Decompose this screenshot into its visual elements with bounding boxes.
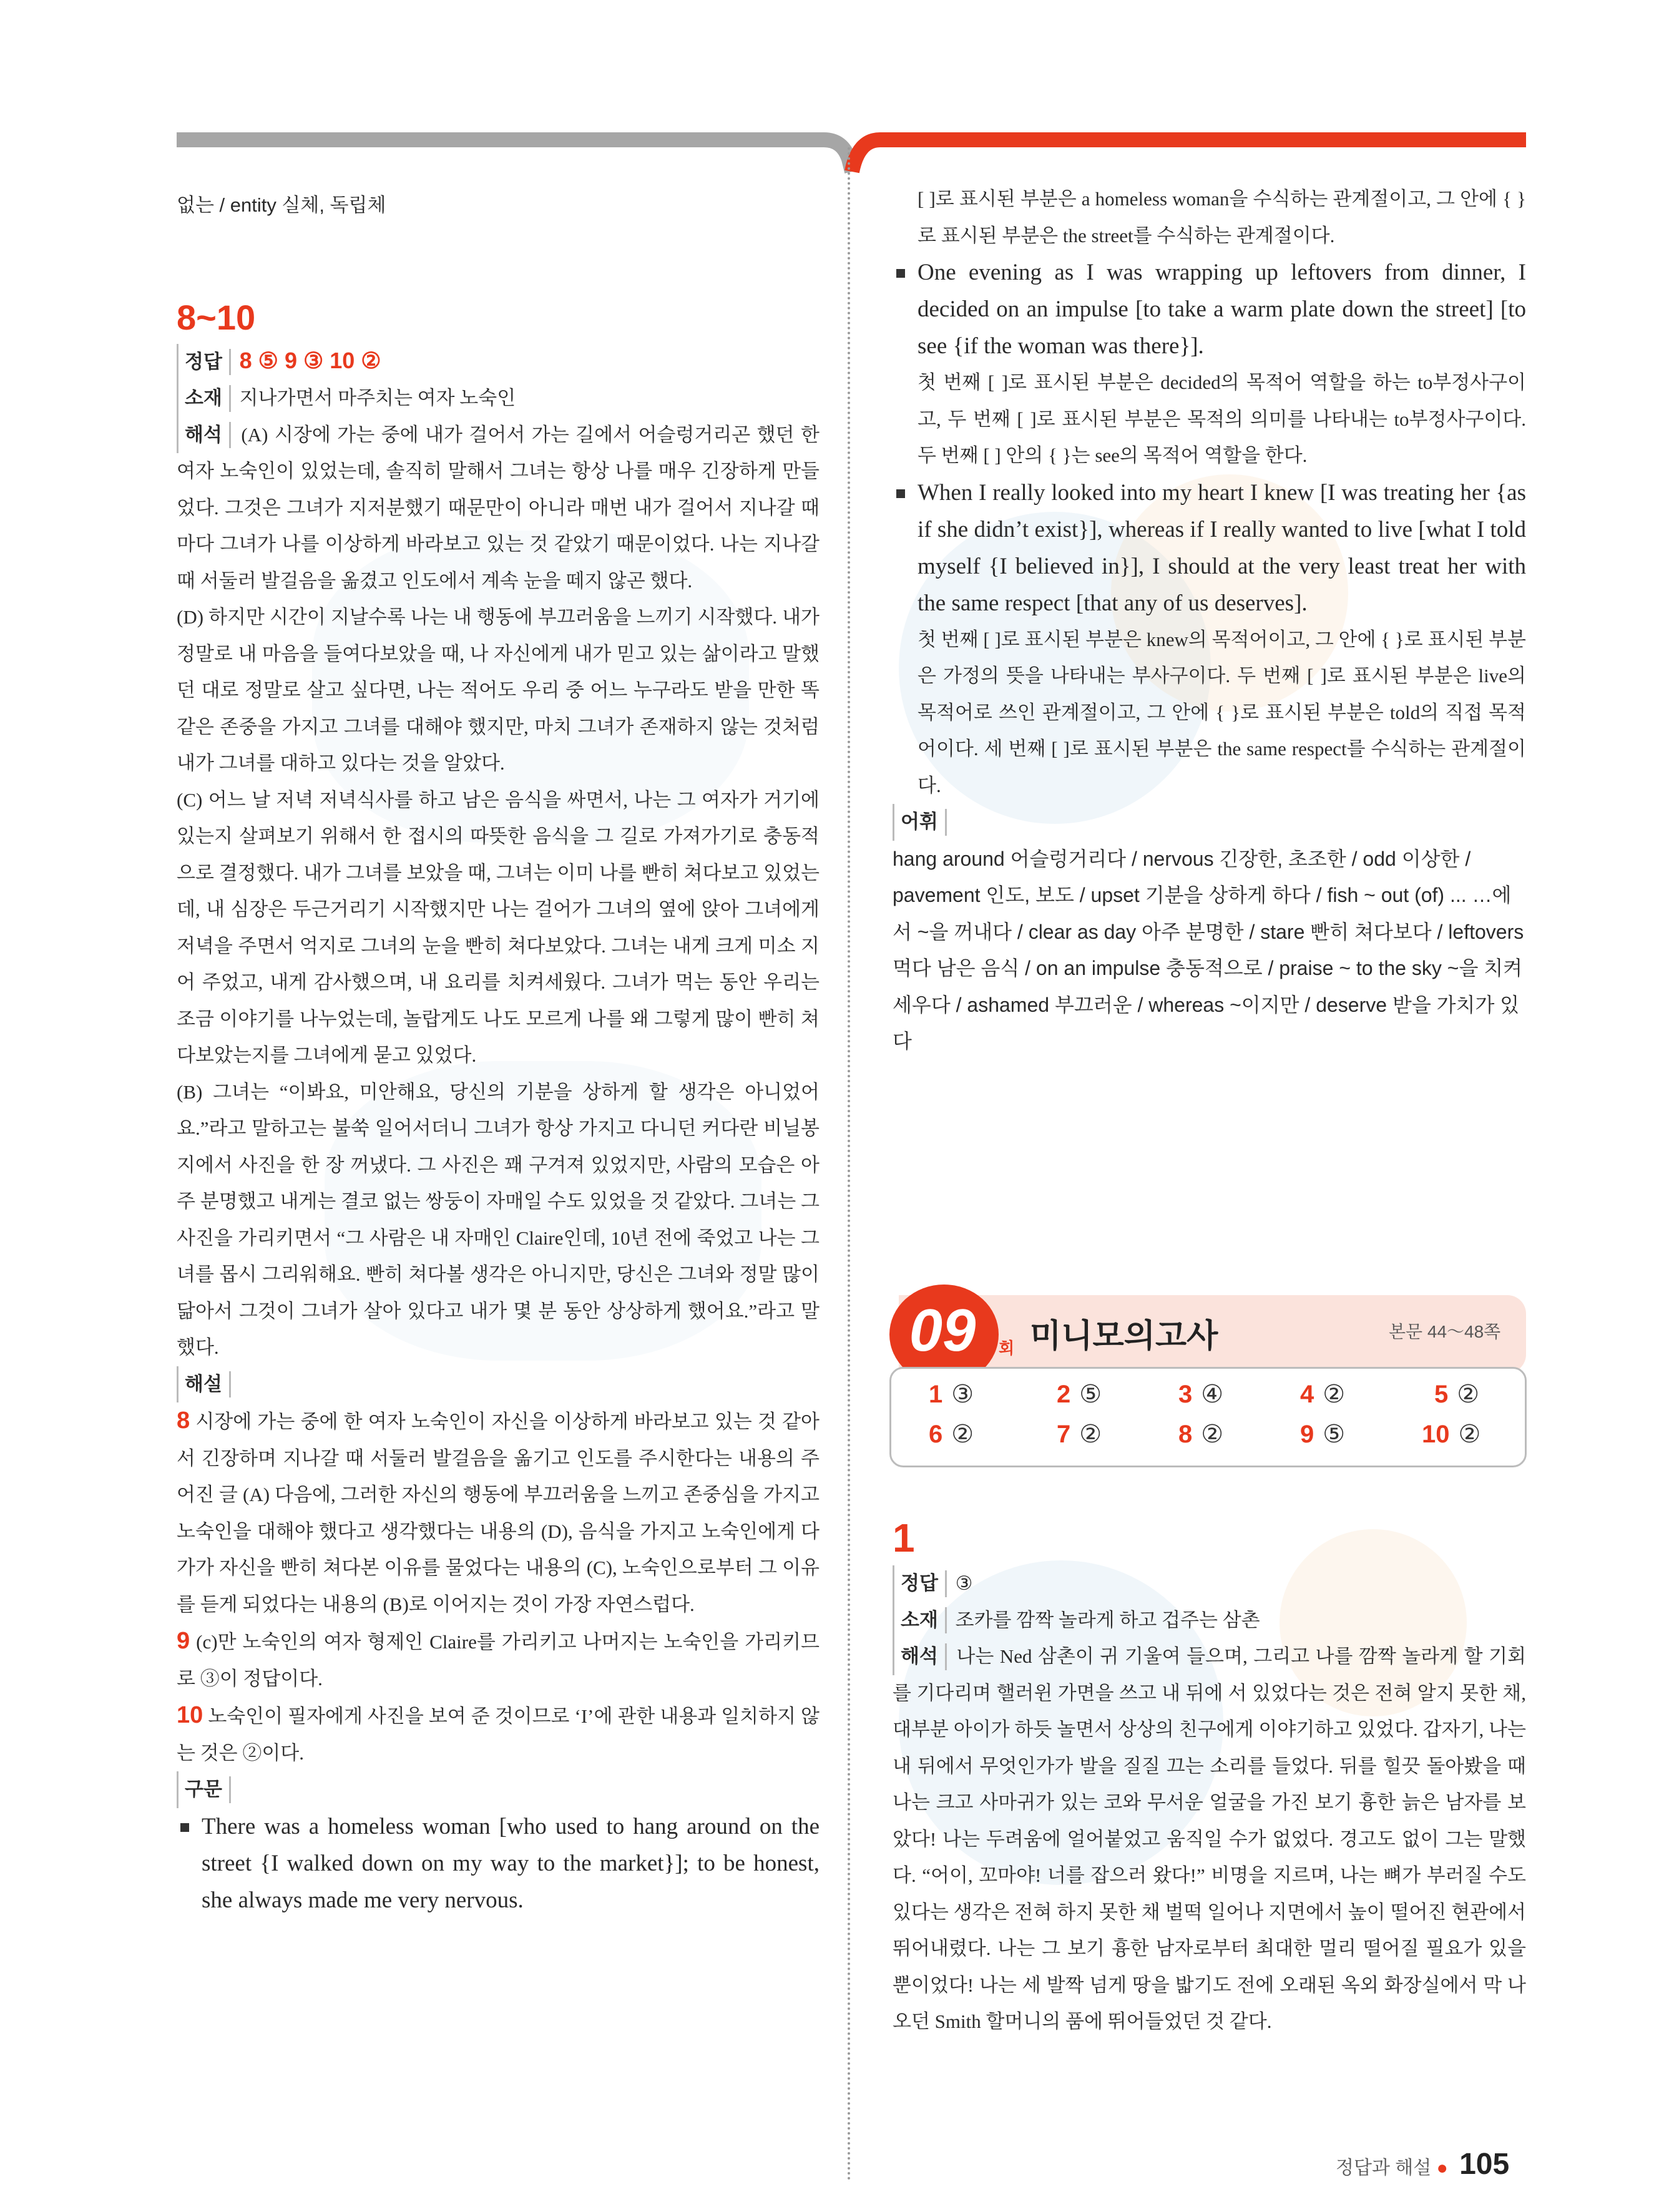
answer-box (889, 1367, 1527, 1467)
topic-line (177, 380, 820, 417)
answer-item: 6 ② (929, 1421, 974, 1448)
answer-line (177, 343, 820, 381)
mini-test-title: 미니모의고사 (1030, 1318, 1218, 1354)
vocab-tag-line (893, 804, 1526, 841)
page-number: 105 (1459, 2148, 1510, 2181)
vocab-text: hang around 어슬렁거리다 / nervous 긴장한, 초조한 / odd 이상한 / pavement 인도, 보도 / upset 기분을 상하게 하다 / fish ~ out (of) ... …에서 ~을 꺼내다 / clear as day 아주 분명한 / stare 빤히 쳐다보다 / leftovers 먹다 남은 음식 / on an impulse 충동적으로 / praise ~ to the sky ~을 치켜세우다 / ashamed 부끄러운 / whereas ~이지만 / deserve 받을 가치가 있다 (893, 847, 1524, 1052)
q1-topic-line: 소재 조카를 깜짝 놀라게 하고 겁주는 삼촌 (893, 1602, 1526, 1639)
syntax-sentence-3: When I really looked into my heart I knew [I was treating her {as if she didn’t exist}], whereas if I really wanted to live [what I told myself {I believed in}], I should at the very least treat her with the same respect [that any of us deserves]. (893, 474, 1526, 622)
page-footer: 정답과 해설 ● 105 (1336, 2148, 1510, 2181)
question-1-block (893, 1510, 1526, 2040)
question-1-number: 1 (893, 1515, 915, 1560)
translation-para-d: (D) 하지만 시간이 지날수록 나는 내 행동에 부끄러움을 느끼기 시작했다. 내가 정말로 내 마음을 들여다보았을 때, 나 자신에게 내가 믿고 있는 삶이라고 말했던 대로 정말로 살고 싶다면, 나는 적어도 우리 중 어느 누구라도 받을 만한 똑같은 존중을 가지고 그녀를 대해야 했지만, 마치 그녀가 존재하지 않는 것처럼 내가 그녀를 대하고 있다는 것을 알았다. (177, 606, 820, 774)
answer-tag: 정답 (177, 344, 231, 381)
q1-answer-line: 정답 ③ (893, 1565, 1526, 1602)
section-number: 8~10 (177, 297, 256, 337)
left-column (177, 187, 820, 1919)
vocab-tag: 어휘 (893, 804, 947, 841)
syntax-tag: 구문 (177, 1771, 231, 1808)
q1-translation: 해석 나는 Ned 삼촌이 귀 기울여 들으며, 그리고 나를 깜짝 놀라게 할 기회를 기다리며 핼러윈 가면을 쓰고 내 뒤에 서 있었다는 것은 전혀 알지 못한 채, 대부분 아이가 하듯 놀면서 상상의 친구에게 이야기하고 있었다. 갑자기, 나는 내 뒤에서 무엇인가가 발을 질질 끄는 소리를 들었다. 뒤를 힐끗 돌아봤을 때 나는 크고 사마귀가 있는 코와 무서운 얼굴을 가진 보기 흉한 늙은 남자를 보았다! 나는 두려움에 얼어붙었고 움직일 수가 없었다. 경고도 없이 그는 말했다. “어이, 꼬마야! 너를 잡으러 왔다!” 비명을 지르며, 나는 뼈가 부러질 수도 있다는 생각은 전혀 하지 못한 채 벌떡 일어나 지면에서 높이 떨어진 현관에서 뛰어내렸다. 나는 그 보기 흉한 남자로부터 최대한 멀리 떨어질 필요가 있을 뿐이었다! 나는 세 발짝 넘게 땅을 밟기도 전에 오래된 옥외 화장실에서 막 나오던 Smith 할머니의 품에 뛰어들었던 것 같다. (893, 1638, 1526, 2040)
syntax-tag-line (177, 1771, 820, 1808)
explain-8: 8 시장에 가는 중에 한 여자 노숙인이 자신을 이상하게 바라보고 있는 것 같아서 긴장하며 지나갈 때 서둘러 발걸음을 옮기고 인도를 주시한다는 내용의 주어진 글 (A) 다음에, 그러한 자신의 행동에 부끄러움을 느끼고 존중심을 가지고 노숙인을 대해야 했다고 생각했다는 내용의 (D), 음식을 가지고 노숙인에게 다가가 자신을 빤히 쳐다본 이유를 물었다는 내용의 (C), 노숙인으로부터 그 이유를 듣게 되었다는 내용의 (B)로 이어지는 것이 가장 자연스럽다. (177, 1407, 820, 1615)
right-column (893, 181, 1526, 1060)
syntax-note-1: [ ]로 표시된 부분은 a homeless woman을 수식하는 관계절이고, 그 안에 { }로 표시된 부분은 the street를 수식하는 관계절이다. (918, 188, 1526, 247)
mini-test-ref: 본문 44～48쪽 (1389, 1322, 1501, 1341)
answer-item: 2 ⑤ (1057, 1381, 1102, 1408)
explain-tag-line (177, 1366, 820, 1403)
syntax-sentence-2: One evening as I was wrapping up leftovers from dinner, I decided on an impulse [to take a warm plate down the street] [to see {if the woman was there}]. (893, 254, 1526, 365)
syntax-note-3: 첫 번째 [ ]로 표시된 부분은 knew의 목적어이고, 그 안에 { }로 표시된 부분은 가정의 뜻을 나타내는 부사구이다. 두 번째 [ ]로 표시된 부분은 live의 목적어로 쓰인 관계절이고, 그 안에 { }로 표시된 부분은 told의 직접 목적어이다. 세 번째 [ ]로 표시된 부분은 the same respect를 수식하는 관계절이다. (918, 628, 1526, 796)
header-bar-gray (177, 132, 813, 147)
syntax-note-2: 첫 번째 [ ]로 표시된 부분은 decided의 목적어 역할을 하는 to부정사구이고, 두 번째 [ ]로 표시된 부분은 목적의 의미를 나타내는 to부정사구이다. 두 번째 [ ] 안의 { }는 see의 목적어 역할을 한다. (918, 371, 1526, 466)
explain-tag: 해설 (177, 1366, 231, 1403)
translation-tag: 해석 (177, 417, 231, 454)
topic-text: 지나가면서 마주치는 여자 노숙인 (239, 387, 516, 409)
column-divider (848, 147, 850, 2182)
header-bar-red (893, 132, 1526, 147)
mini-test-number: 09 (909, 1297, 976, 1364)
answer-values: 8 ⑤ 9 ③ 10 ② (239, 347, 381, 373)
answer-item: 9 ⑤ (1300, 1421, 1346, 1448)
answer-item: 10 ② (1422, 1421, 1481, 1448)
translation-para-b: (B) 그녀는 “이봐요, 미안해요, 당신의 기분을 상하게 할 생각은 아니었어요.”라고 말하고는 불쑥 일어서더니 그녀가 항상 가지고 다니던 커다란 비닐봉지에서 사진을 한 장 꺼냈다. 그 사진은 꽤 구겨져 있었지만, 사람의 모습은 아주 분명했고 내게는 결코 없는 쌍둥이 자매일 수도 있었을 것 같았다. 그녀는 그 사진을 가리키면서 “그 사람은 내 자매인 Claire인데, 10년 전에 죽었고 나는 그녀를 몹시 그리워해요. 빤히 쳐다볼 생각은 아니지만, 당신은 그녀와 정말 많이 닮아서 그것이 그녀가 살아 있다고 내가 몇 분 동안 상상하게 했어요.”라고 말했다. (177, 1080, 820, 1358)
translation-para-a: 해석 (A) 시장에 가는 중에 내가 걸어서 가는 길에서 어슬렁거리곤 했던 한 여자 노숙인이 있었는데, 솔직히 말해서 그녀는 항상 나를 매우 긴장하게 만들었다. 그것은 그녀가 지저분했기 때문만이 아니라 매번 내가 걸어서 지나갈 때마다 그녀가 나를 이상하게 바라보고 있는 것 같았기 때문이었다. 나는 지나갈 때 서둘러 발걸음을 옮겼고 인도에서 계속 눈을 떼지 않곤 했다. (177, 417, 820, 600)
answer-item: 1 ③ (929, 1381, 974, 1408)
answer-item: 3 ④ (1178, 1381, 1224, 1408)
top-note: 없는 / entity 실체, 독립체 (177, 194, 386, 216)
explain-9: 9 (c)만 노숙인의 여자 형제인 Claire를 가리키고 나머지는 노숙인을 가리키므로 ③이 정답이다. (177, 1628, 820, 1690)
explain-10: 10 노숙인이 필자에게 사진을 보여 준 것이므로 ‘I’에 관한 내용과 일치하지 않는 것은 ②이다. (177, 1702, 820, 1764)
footer-label: 정답과 해설 (1336, 2158, 1432, 2178)
answer-item: 7 ② (1057, 1421, 1102, 1448)
answer-item: 8 ② (1178, 1421, 1224, 1448)
topic-tag: 소재 (177, 380, 231, 417)
answer-item: 4 ② (1300, 1381, 1346, 1408)
syntax-sentence-1: There was a homeless woman [who used to hang around on the street {I walked down on my way to the market}]; to be honest, she always made me very nervous. (177, 1808, 820, 1919)
mini-test-hoe: 회 (999, 1339, 1015, 1358)
translation-para-c: (C) 어느 날 저녁 저녁식사를 하고 남은 음식을 싸면서, 나는 그 여자가 거기에 있는지 살펴보기 위해서 한 접시의 따뜻한 음식을 그 길로 가져가기로 충동적으로 결정했다. 내가 그녀를 보았을 때, 그녀는 이미 나를 빤히 쳐다보고 있었는데, 내 심장은 두근거리기 시작했지만 나는 걸어가 그녀의 옆에 앉아 그녀에게 저녁을 주면서 억지로 그녀의 눈을 빤히 쳐다보았다. 그녀는 내게 크게 미소 지어 주었고, 내게 감사했으며, 내 요리를 치켜세웠다. 그녀가 먹는 동안 우리는 조금 이야기를 나누었는데, 놀랍게도 나도 모르게 나를 왜 그렇게 많이 빤히 쳐다보았는지를 그녀에게 묻고 있었다. (177, 788, 820, 1066)
answer-item: 5 ② (1434, 1381, 1480, 1408)
